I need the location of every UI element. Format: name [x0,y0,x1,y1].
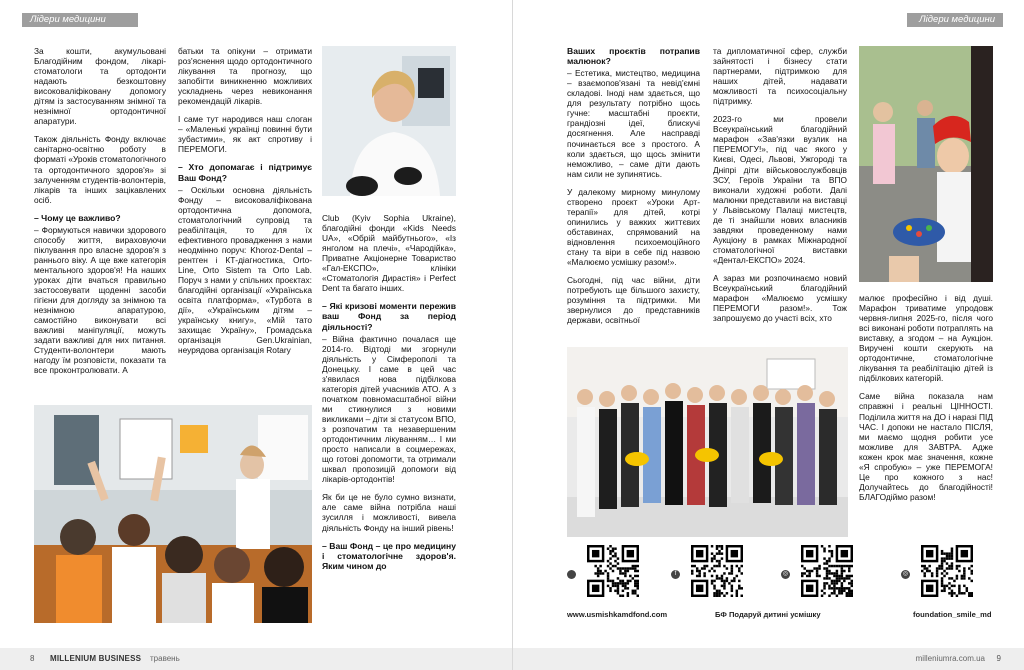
question-heading: – Які кризові моменти пережив ваш Фонд за період діяльності? [322,301,456,332]
qr-code[interactable] [691,545,743,597]
paragraph: Сьогодні, під час війни, діти потребують ще більшого захисту, розуміння та підтримки. Ми звернулися до представників держави, освітньої [567,275,700,326]
doctor-portrait-photo [322,46,456,196]
qr-code[interactable] [587,545,639,597]
right-column-2 [713,46,847,331]
magazine-brand: MILLENIUM BUSINESS [50,654,142,663]
paragraph: 2023-го ми провели Всеукраїнський благодійний марафон «Зав'язки вузлик на ПЕРЕМОГУ!», під час якого у Києві, Одесі, Львові, Ужгороді та Дніпрі діти військовослужбовців ЗСУ, Героїв України та ВПО виконали художні роботи. Далі малюнки представили на виставці у Львівському Палаці мистецтв, де ті знайшли нових власників завдяки проведенному нами Аукціону в рамках Міжнародної стоматологічної виставки «Дентал-ЕКСПО» 2024. [713,114,847,265]
right-footer [513,648,1024,670]
question-heading: – Ваш Фонд – це про медицину і стоматологічне здоров'я. Яким чином до [322,540,456,571]
paragraph: За кошти, акумульовані Благодійним фондом, лікарі-стоматологи та ортодонти надають безкоштовну високоваліфіковану допомогу дітям із застосуванням знімної та незнімної ортодонтичної апаратури. [34,46,166,127]
question-heading: – Чому це важливо? [34,212,121,223]
question-heading: Ваших проєктів потрапив малюнок? [567,46,700,67]
classroom-photo [34,405,312,623]
web-icon [567,570,576,579]
paragraph: батьки та опікуни – отримати роз'яснення щодо ортодонтичного лікування та прогнозу, що запобігти виникненню можливих ускладнень через невиконання рекомендацій лікарів. [178,46,312,107]
left-column-3 [322,213,456,573]
instagram-icon: ◎ [782,571,789,577]
child-painting-photo [859,46,993,282]
page-number-right: 9 [996,654,1001,663]
paragraph: малює професійно і від душі. Марафон триватиме упродовж червня-липня 2025-го, після чого всі виконані роботи потраплять на виставку, а згодом – на Аукціон. Виручені кошти скерують на ортодонтичне, стоматологічне лікування та реабілітацію дітей із підбілкових категорій. [859,293,993,384]
qr-caption-facebook: БФ Подаруй дитині усмішку [715,610,821,619]
paragraph: – Формуються навички здорового способу життя, вираховуючи піклування про власне здоров'я з раннього віку. А ще вже категорія ментального здоров'я! На наших уроках діти вчаться правильно застосовувати щоденні засоби гігієни для догляду за знімною та незнімною апаратурою, самостійно виконувати всі важливі маніпуляції, можуть задати важливі для них питання. Студенти-волонтери мають нагоду їм розповісти, показати та все проконтролювати. А [34,224,166,376]
facebook-icon: f [671,570,680,579]
paragraph: – Війна фактично почалася ще 2014-го. Відтоді ми згорнули діяльність у Сімферополі та Донецьку. І саме в цей час з'явилася нова підбілкова категорія дітей учасників АТО. А з початком повномасштабної війни ми стикнулися з новими викликами – діти зі статусом ВПО, з розпочатим та незавершеним ортодонтичним лікуванням… І ми просто написали в соцмережах, що готові допомогти, та отримали шквал пропозицій допомоги від лікарів-ортодонтів! [322,333,456,485]
website-url: milleniumra.com.ua [915,654,985,663]
issue-month: травень [150,654,180,663]
paragraph: У далекому мирному минулому створено проєкт «Уроки Арт-терапії» для дітей, котрі опинились у важких життєвих обставинах, спрямований на відновлення психоемоційного стану та віри в себе під назвою «Малюємо усмішку разом!». [567,186,700,268]
section-tab-right: Лідери медицини [907,13,1003,27]
qr-codes-row [567,545,1007,610]
page-number-left: 8 [30,654,35,663]
qr-code[interactable] [921,545,973,597]
qr-code[interactable] [801,545,853,597]
instagram-icon: ◎ [902,571,909,577]
left-footer [0,648,512,670]
group-photo [567,347,848,537]
paragraph: – Оскільки основна діяльність Фонду – високоваліфікована ортодонтична допомога, стоматологічний супровід та реабілітація, то для їх ефективного провадження з нами неодмінно поруч: Khoroz-Dental – рентген і КТ-діагностика, Orto-Line, Orto Sistem та Orto Lab. Поруч з нами у спільних проєктах: благодійні організації «Українська освіта платформа», «Турбота в дії», «Українським дітям – українську книгу», «Мій тато захищає Україну», Громадська організація Gen.Ukrainian, неурядова організація Rotary [178,184,312,356]
left-column-2 [178,46,312,363]
qr-caption-instagram: foundation_smile_md [913,610,992,619]
paragraph: Саме війна показала нам справжні і реальні ЦІННОСТІ. Поділила життя на ДО і наразі ПІД ЧАС. І допоки не настало ПІСЛЯ, ми маємо щодня робити усе можливе для ЗАВТРА. Адже кожен крок має значення, кожне «Я спробую» – уже ПЕРЕМОГА! Це про кожного з нас! Долучайтесь до благодійності! БЛАГОдіймо разом! [859,391,993,502]
paragraph: Також діяльність Фонду включає санітарно-освітню роботу в форматі «Уроків стоматологічного та ортодонтичного здоров'я» зі залученням студентів-волонтерів, лікарів та інших зацікавлених осіб. [34,134,166,205]
qr-caption-website: www.usmishkamdfond.com [567,610,668,619]
right-page [512,0,1024,670]
right-column-3 [859,293,993,510]
paragraph: – Естетика, мистецтво, медицина – взаємопов'язані та невід'ємні складові. Іноді нам здається, що для результату потрібно щось гучне: масштабні проєкти, грандіозні ідеї, блискучі досягнення. Але насправді починається все з простого. А коли здається, що щось змінити неможливо, – саме діти дають нам сили не зупинятись. [567,68,700,179]
paragraph: Як би це не було сумно визнати, але саме війна потрібла наші зусилля і можливості, вивела діяльність Фонду на інший рівень! [322,492,456,533]
paragraph: І саме тут народився наш слоган – «Маленькі українці повинні бути зубастими», як акт спротиву і ПЕРЕМОГИ. [178,114,312,155]
section-tab-left: Лідери медицини [22,13,138,27]
question-heading: – Хто допомагає і підтримує Ваш Фонд? [178,162,312,183]
left-column-1 [34,46,166,384]
paragraph: А зараз ми розпочинаємо новий Всеукраїнський благодійний марафон «Малюємо усмішку ПЕРЕМОГИ разом!». Тож запрошуємо до участі всіх, хто [713,272,847,324]
right-column-1 [567,46,700,333]
paragraph: та дипломатичної сфер, служби зайнятості і бізнесу стати партнерами, підтримкою для наших дітей, надавати можливості та психосоціальну підтримку. [713,46,847,107]
paragraph: Club (Kyiv Sophia Ukraine), благодійні фонди «Kids Needs UA», «Обрій майбутнього», «Із янголом на плечі», «Чародійка», Приватне Акціонерне Товариство «Гал-ЕКСПО», клініки «Стоматологія Дирастія» і Perfect Dent та багато інших. [322,213,456,294]
